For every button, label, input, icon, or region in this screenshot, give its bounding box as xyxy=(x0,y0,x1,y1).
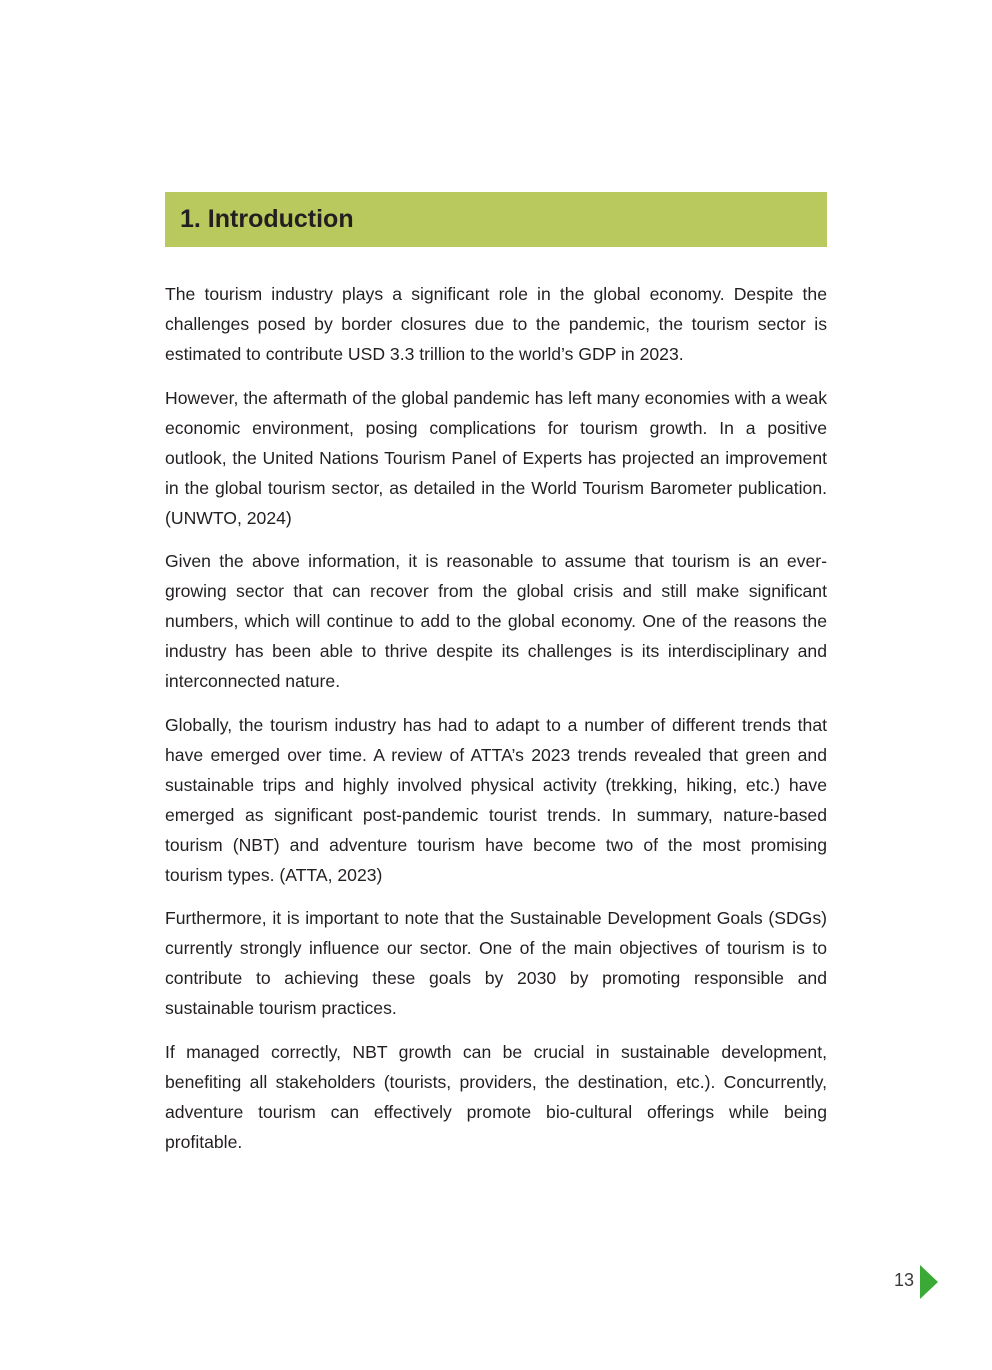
triangle-right-icon-shape xyxy=(920,1265,938,1299)
paragraph: Given the above information, it is reasonable to assume that tourism is an ever-growing sector that can recover from the global crisis and still make significant numbers, which will continue to add to the global economy. One of the reasons the industry has been able to thrive despite its challenges is its interdisciplinary and interconnected nature. xyxy=(165,551,827,691)
page-number: 13 xyxy=(893,1270,914,1290)
paragraph: Furthermore, it is important to note that the Sustainable Development Goals (SDGs) currently strongly influence our sector. One of the main objectives of tourism is to contribute to achieving these goals by 2030 by promoting responsible and sustainable tourism practices. xyxy=(165,908,827,1018)
section-header-band xyxy=(165,192,827,247)
body-text xyxy=(165,279,827,1170)
paragraph: If managed correctly, NBT growth can be crucial in sustainable development, benefiting all stakeholders (tourists, providers, the destination, etc.). Concurrently, adventure tourism can effectively promote bio-cultural offerings while being profitable. xyxy=(165,1041,827,1152)
section-title: 1. Introduction xyxy=(180,205,354,233)
triangle-right-icon[interactable] xyxy=(920,1265,938,1299)
paragraph: Globally, the tourism industry has had to adapt to a number of different trends that have emerged over time. A review of ATTA’s 2023 trends revealed that green and sustainable trips and highly involved physical activity (trekking, hiking, etc.) have emerged as significant post-pandemic tourist trends. In summary, nature-based tourism (NBT) and adventure tourism have become two of the most promising tourism types. (ATTA, 2023) xyxy=(165,714,827,885)
paragraph: The tourism industry plays a significant role in the global economy. Despite the challenges posed by border closures due to the pandemic, the tourism sector is estimated to contribute USD 3.3 trillion to the world’s GDP in 2023. xyxy=(165,284,827,364)
paragraph: However, the aftermath of the global pandemic has left many economies with a weak economic environment, posing complications for tourism growth. In a positive outlook, the United Nations Tourism Panel of Experts has projected an improvement in the global tourism sector, as detailed in the World Tourism Barometer publication. (UNWTO, 2024) xyxy=(165,387,827,528)
